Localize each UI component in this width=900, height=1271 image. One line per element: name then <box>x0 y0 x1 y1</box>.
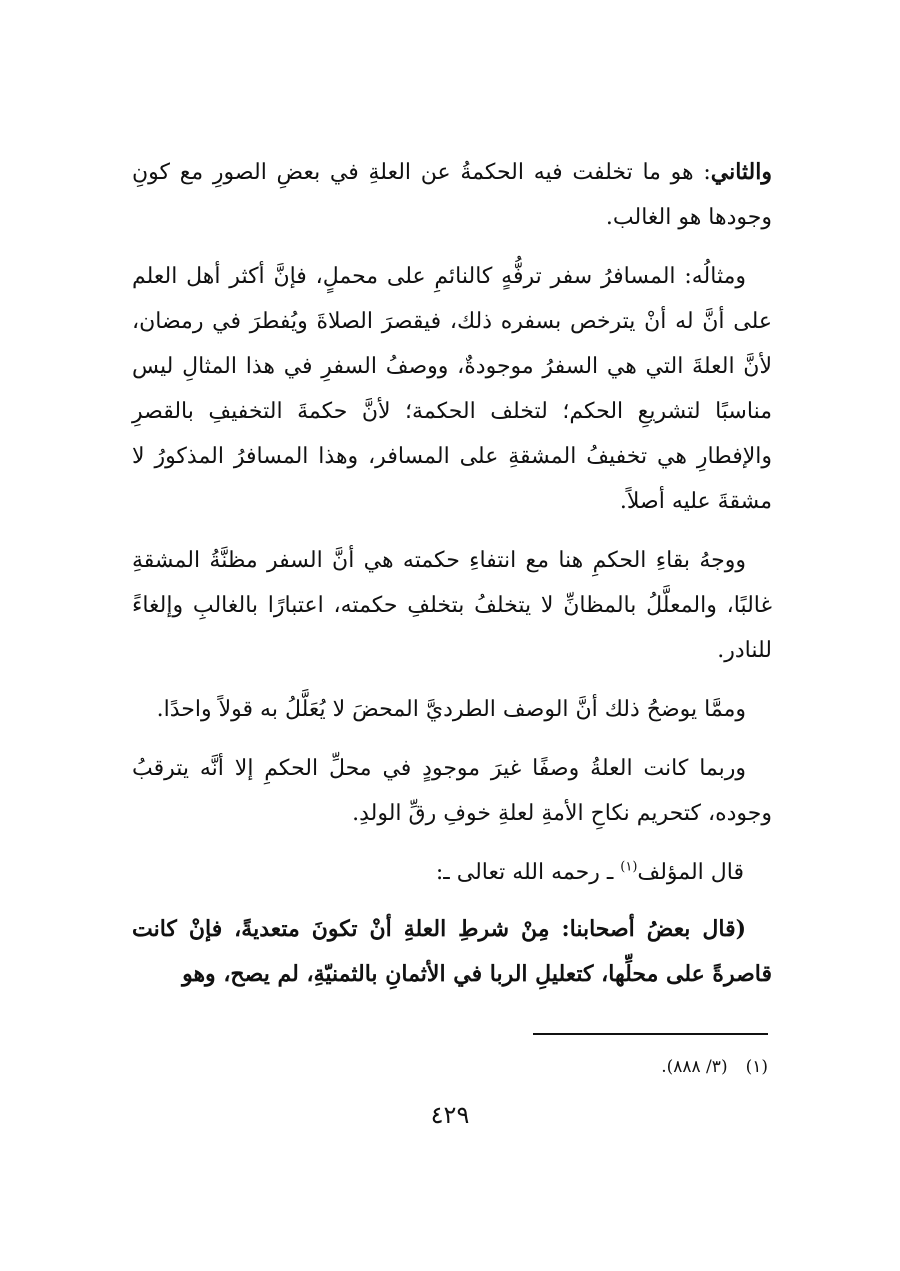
paragraph-1 <box>132 150 772 240</box>
author-line-suffix: ـ رحمه الله تعالى ـ: <box>435 860 621 885</box>
footnote-text: (٣/ ٨٨٨). <box>661 1057 728 1077</box>
footnote-reference: (١) <box>620 859 638 875</box>
paragraph-2: ومثالُه: المسافرُ سفر ترفُّهٍ كالنائمِ على محملٍ، فإنَّ أكثر أهل العلم على أنَّ له أنْ يترخص بسفره ذلك، فيقصرَ الصلاةَ ويُفطرَ في رمضان، لأنَّ العلةَ التي هي السفرُ موجودةٌ، ووصفُ السفرِ في هذا المثالِ ليس مناسبًا لتشريعِ الحكم؛ لتخلف الحكمة؛ لأنَّ حكمةَ التخفيفِ بالقصرِ والإفطارِ هي تخفيفُ المشقةِ على المسافر، وهذا المسافرُ المذكورُ لا مشقةَ عليه أصلاً. <box>132 264 772 514</box>
paragraph-4: وممَّا يوضحُ ذلك أنَّ الوصف الطرديَّ المحضَ لا يُعَلَّلُ به قولاً واحدًا. <box>156 697 746 722</box>
quoted-paragraph: (قال بعضُ أصحابنا: مِنْ شرطِ العلةِ أنْ تكونَ متعديةً، فإنْ كانت قاصرةً على محلِّها، كتعليلِ الربا في الأثمانِ بالثمنيّةِ، لم يصح، وهو <box>132 916 772 987</box>
paragraph-1-text: : هو ما تخلفت فيه الحكمةُ عن العلةِ في بعضِ الصورِ مع كونِ وجودها هو الغالب. <box>132 160 772 230</box>
author-line <box>132 850 772 895</box>
footnote-divider <box>533 1033 768 1035</box>
paragraph-1-lead: والثاني <box>710 159 772 185</box>
paragraph-5: وربما كانت العلةُ وصفًا غيرَ موجودٍ في محلِّ الحكمِ إلا أنَّه يترقبُ وجوده، كتحريم نكاحِ الأمةِ لعلةِ خوفِ رقِّ الولدِ. <box>132 756 772 826</box>
author-line-text: قال المؤلف <box>637 860 744 885</box>
paragraph-3: ووجهُ بقاءِ الحكمِ هنا مع انتفاءِ حكمته هي أنَّ السفر مظنَّةُ المشقةِ غالبًا، والمعلَّلُ بالمظانِّ لا يتخلفُ بتخلفِ حكمته، اعتبارًا بالغالبِ وإلغاءً للنادر. <box>132 548 772 663</box>
footnote <box>661 1052 768 1082</box>
page-number: ٤٢٩ <box>430 1101 470 1129</box>
page-body <box>132 150 772 997</box>
footnote-number: (١) <box>745 1057 768 1077</box>
